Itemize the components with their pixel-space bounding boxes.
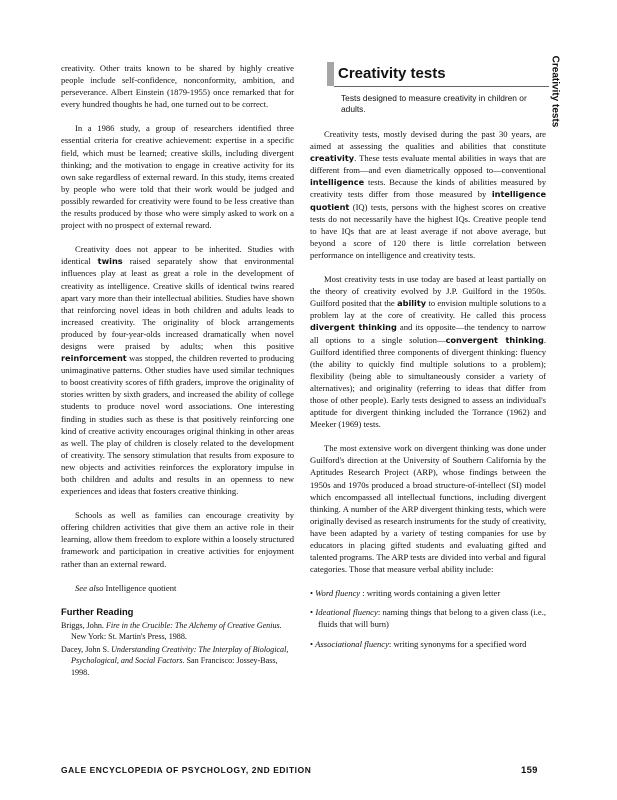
keyword-link[interactable]: convergent thinking <box>445 334 544 345</box>
list-item: • Associational fluency: writing synonyms for a specified word <box>310 638 527 649</box>
right-paragraph-2: Most creativity tests in use today are based at least partially on the theory of creativity evolved by J.P. Guilford in the 1950s. Guilford posited that the ability to envision multiple solutions to a problem lay at the core of creativity. He called this process divergent thinking and its opposite—the tendency to narrow all options to a single solution—convergent thinking. Guilford identified three components of divergent thinking: fluency (the ability to quickly find multiple solutions to a problem); flexibility (being able to simultaneously consider a variety of alternatives); and originality (referring to ideas that differ from those of other people). Early tests designed to assess an individual's aptitude for divergent thinking included the Torrance (1962) and Meeker (1969) tests. <box>310 274 546 430</box>
right-column <box>310 128 546 657</box>
entry-subtitle: Tests designed to measure creativity in children or adults. <box>341 93 527 115</box>
reference-item: Briggs, John. Fire in the Crucible: The Alchemy of Creative Genius. New York: St. Martin's Press, 1988. <box>61 620 282 642</box>
header-accent-bar <box>327 62 334 86</box>
left-paragraph-1: creativity. Other traits known to be shared by highly creative people include self-confidence, nonconformity, ambition, and perseverance. Albert Einstein (1879-1955) once remarked that for every hundred thoughts he had, one turned out to be correct. <box>61 63 294 110</box>
page-number: 159 <box>521 765 538 776</box>
list-item: • Word fluency : writing words containing a given letter <box>310 588 501 599</box>
bullet-list <box>310 587 546 649</box>
see-also-label: See also <box>75 582 104 593</box>
side-tab <box>548 56 562 130</box>
right-paragraph-3: The most extensive work on divergent thinking was done under Guilford's direction at the University of Southern California by the Aptitudes Research Project (ARP), whose findings between the 1950s and 1970s produced a broad structure-of-intellect (SI) model which encompassed all intellectual functions, including divergent thinking. A number of the ARP divergent thinking tests, which were originally devised as research instruments for the study of creativity, have been adapted by a variety of testing companies for use by educators in placing gifted students and evaluating gifted and talented programs. The ARP tests are divided into verbal and figural categories. Those that measure verbal ability include: <box>310 443 546 575</box>
reference-item: Dacey, John S. Understanding Creativity: The Interplay of Biological, Psychological, and Social Factors. San Francisco: Jossey-Bass, 1998. <box>61 645 289 677</box>
keyword-link[interactable]: ability <box>397 298 427 309</box>
keyword-link[interactable]: reinforcement <box>61 353 127 364</box>
see-also <box>61 582 294 594</box>
keyword-link[interactable]: divergent thinking <box>310 322 397 333</box>
entry-header-box <box>327 61 549 127</box>
keyword-link[interactable]: intelligence <box>310 177 365 188</box>
see-also-link[interactable]: Intelligence quotient <box>103 582 177 593</box>
side-tab-label: Creativity tests <box>549 55 561 128</box>
header-rule <box>334 86 549 87</box>
keyword-link[interactable]: intelligence quotient <box>310 189 546 212</box>
keyword-link[interactable]: twins <box>97 256 123 267</box>
list-item: • Ideational fluency: naming things that belong to a given class (i.e., fluids that will burn) <box>310 607 546 630</box>
left-paragraph-3: Creativity does not appear to be inherited. Studies with identical twins raised separately show that environmental influences play at least as great a role in the development of creativity as intelligence. Creative skills of identical twins reared apart vary more than their intellectual abilities. Studies have shown that reinforcing novel ideas in both children and adults leads to increased creativity. The originality of block arrangements produced by four-year-olds increased dramatically when novel designs were praised by adults; when this positive reinforcement was stopped, the children reverted to producing unimaginative patterns. Other studies have used similar techniques to boost creativity scores of fifth graders, improve the originality of stories written by sixth graders, and increased the ability of college students to produce novel word associations. One interesting finding in studies such as these is that positively reinforcing one kind of creative activity encourages original thinking in other areas as well. The play of children is closely related to the development of creativity. The sensory stimulation that results from exposure to new objects and activities reinforces the exploratory impulse in both children and adults and results in an openness to new experiences and ideas that fosters creative thinking. <box>61 244 294 497</box>
entry-title: Creativity tests <box>338 65 446 82</box>
left-paragraph-4: Schools as well as families can encourage creativity by offering children activities that give them an active role in their learning, allow them freedom to explore within a loosely structured framework and participation in creative activities for enjoyment rather than an external reward. <box>61 510 294 569</box>
left-column <box>61 62 294 680</box>
keyword-link[interactable]: creativity <box>310 153 355 164</box>
left-paragraph-2: In a 1986 study, a group of researchers identified three essential criteria for creative achievement: expertise in a specific field, which must be learned; creative skills, including divergent thinking; and the motivation to engage in creative activity for its own sake regardless of external reward. In this study, items created by people who were told that their work would be judged and possibly rewarded for creativity were found to be less creative than the results produced by those who were simply asked to work on a project with no prospect of external reward. <box>61 123 294 231</box>
further-reading-heading: Further Reading <box>61 605 134 617</box>
right-paragraph-1: Creativity tests, mostly devised during the past 30 years, are aimed at assessing the qualities and abilities that constitute creativity. These tests evaluate mental abilities in ways that are different from—and even diametrically opposed to—conventional intelligence tests. Because the kinds of abilities measured by creativity tests differ from those measured by intelligence quotient (IQ) tests, persons with the highest scores on creative tests do not necessarily have the highest IQs. Creative people tend to have IQs that are at least average if not above average, but beyond a score of 120 there is little correlation between performance on intelligence and creativity tests. <box>310 129 546 260</box>
footer-publication: GALE ENCYCLOPEDIA OF PSYCHOLOGY, 2ND EDITION <box>61 765 312 775</box>
